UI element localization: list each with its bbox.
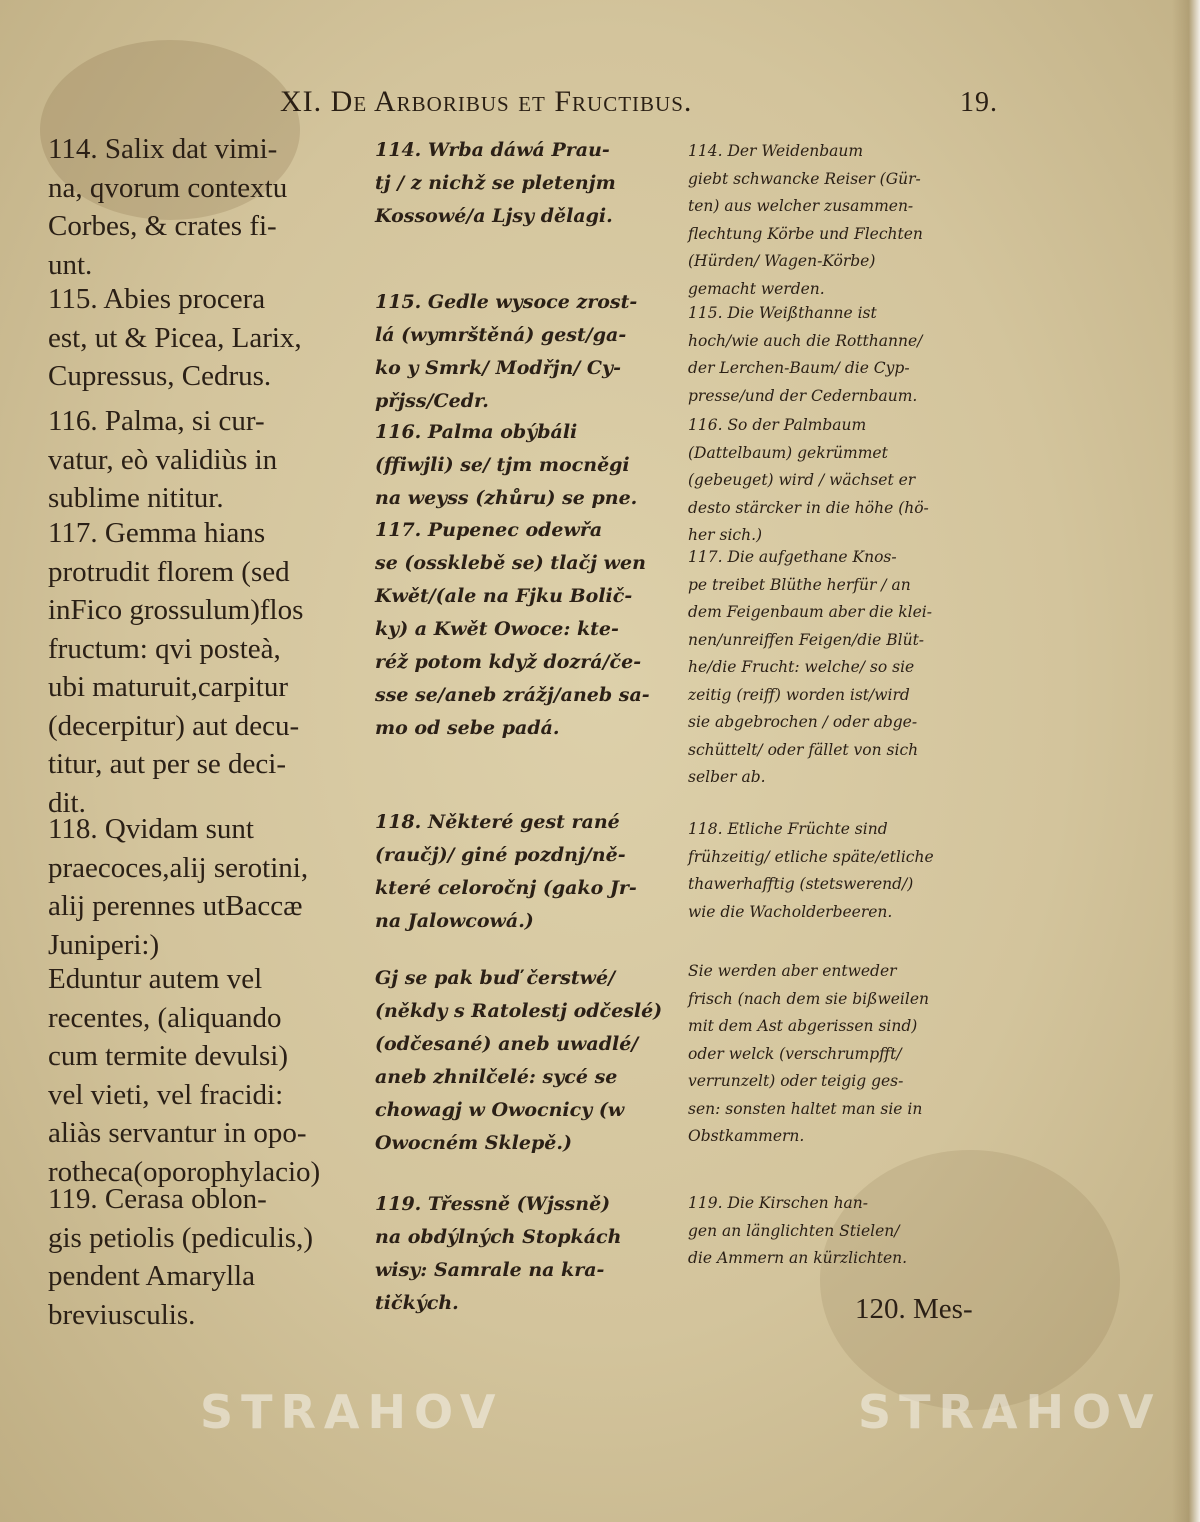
- czech-entry-117: 117. Pupenec odewřa se (ossklebě se) tlačj wen Kwět/(ale na Fjku Bolič- ky) a Kwět Owoce: kte- réž potom když dozrá/če- sse se/aneb zrážj/aneb sa- mo od sebe padá.: [375, 519, 650, 739]
- latin-entry-119: 119. Cerasa oblon- gis petiolis (pediculis,) pendent Amarylla breviusculis.: [48, 1183, 313, 1331]
- german-entry-115: 115. Die Weißthanne ist hoch/wie auch die Rotthanne/ der Lerchen-Baum/ die Cyp- presse/und der Cedernbaum.: [688, 304, 923, 405]
- chapter-title: XI. De Arboribus et Fructibus.: [280, 85, 693, 118]
- catchword: 120. Mes-: [855, 1293, 973, 1325]
- latin-entry-116: 116. Palma, si cur- vatur, eò validiùs in sublime nititur.: [48, 405, 278, 514]
- czech-entry-115: 115. Gedle wysoce zrost- lá (wymrštěná) gest/ga- ko y Smrk/ Modřjn/ Cy- přjss/Cedr.: [375, 291, 638, 412]
- latin-entry-115: 115. Abies procera est, ut & Picea, Larix, Cupressus, Cedrus.: [48, 283, 302, 392]
- czech-entry-119: 119. Třessně (Wjssně) na obdýlných Stopkách wisy: Samrale na kra- tičkých.: [375, 1193, 622, 1314]
- latin-entry-118: 118. Qvidam sunt praecoces,alij serotini, alij perennes utBaccæ Juniperi:): [48, 813, 309, 961]
- latin-entry-eduntur: Eduntur autem vel recentes, (aliquando cum termite devulsi) vel vieti, vel fracidi: aliàs servantur in opo- rotheca(oporophylacio): [48, 963, 321, 1188]
- german-entry-116: 116. So der Palmbaum (Dattelbaum) gekrümmet (gebeuget) wird / wächset er desto stärcker in die höhe (hö- her sich.): [688, 416, 929, 544]
- latin-entry-117: 117. Gemma hians protrudit florem (sed inFico grossulum)flos fructum: qvi posteà, ubi maturuit,carpitur (decerpitur) aut decu- titur, aut per se deci- dit.: [48, 517, 304, 819]
- running-header: [280, 85, 1000, 129]
- czech-entry-gj: Gj se pak buď čerstwé/ (někdy s Ratolestj odčeslé) (odčesané) aneb uwadlé/ aneb zhnilčelé: sycé se chowagj w Owocnicy (w Owocném Sklepě.): [375, 967, 663, 1154]
- paper-stain: [820, 1150, 1120, 1410]
- watermark-left: STRAHOV: [200, 1385, 504, 1439]
- czech-entry-118: 118. Některé gest rané (raučj)/ giné pozdnj/ně- které celoročnj (gako Jr- na Jalowcowá.): [375, 811, 637, 932]
- page-edge: [1172, 0, 1200, 1522]
- czech-entry-114: 114. Wrba dáwá Prau- tj / z nichž se pletenjm Kossowé/a Ljsy dělagi.: [375, 139, 616, 227]
- czech-entry-116: 116. Palma obýbáli (ffiwjli) se/ tjm mocněgi na weyss (zhůru) se pne.: [375, 421, 638, 509]
- german-entry-119: 119. Die Kirschen han- gen an länglichten Stielen/ die Ammern an kürzlichten.: [688, 1194, 908, 1267]
- german-entry-sie: Sie werden aber entweder frisch (nach dem sie bißweilen mit dem Ast abgerissen sind) oder welck (verschrumpfft/ verrunzelt) oder teigig ges- sen: sonsten haltet man sie in Obstkammern.: [688, 962, 929, 1145]
- watermark-right: STRAHOV: [858, 1385, 1162, 1439]
- german-entry-117: 117. Die aufgethane Knos- pe treibet Blüthe herfür / an dem Feigenbaum aber die klei- nen/unreiffen Feigen/die Blüt- he/die Frucht: welche/ so sie zeitig (reiff) worden ist/wird sie abgebrochen / oder abge- schüttelt/ oder fället von sich selber ab.: [688, 548, 932, 786]
- page-number: 19.: [960, 87, 998, 118]
- german-entry-118: 118. Etliche Früchte sind frühzeitig/ etliche späte/etliche thawerhafftig (stetswerend/) wie die Wacholderbeeren.: [688, 820, 934, 921]
- latin-entry-114: 114. Salix dat vimi- na, qvorum contextu Corbes, & crates fi- unt.: [48, 133, 288, 281]
- german-entry-114: 114. Der Weidenbaum giebt schwancke Reiser (Gür- ten) aus welcher zusammen- flechtung Körbe und Flechten (Hürden/ Wagen-Körbe) gemacht werden.: [688, 142, 923, 298]
